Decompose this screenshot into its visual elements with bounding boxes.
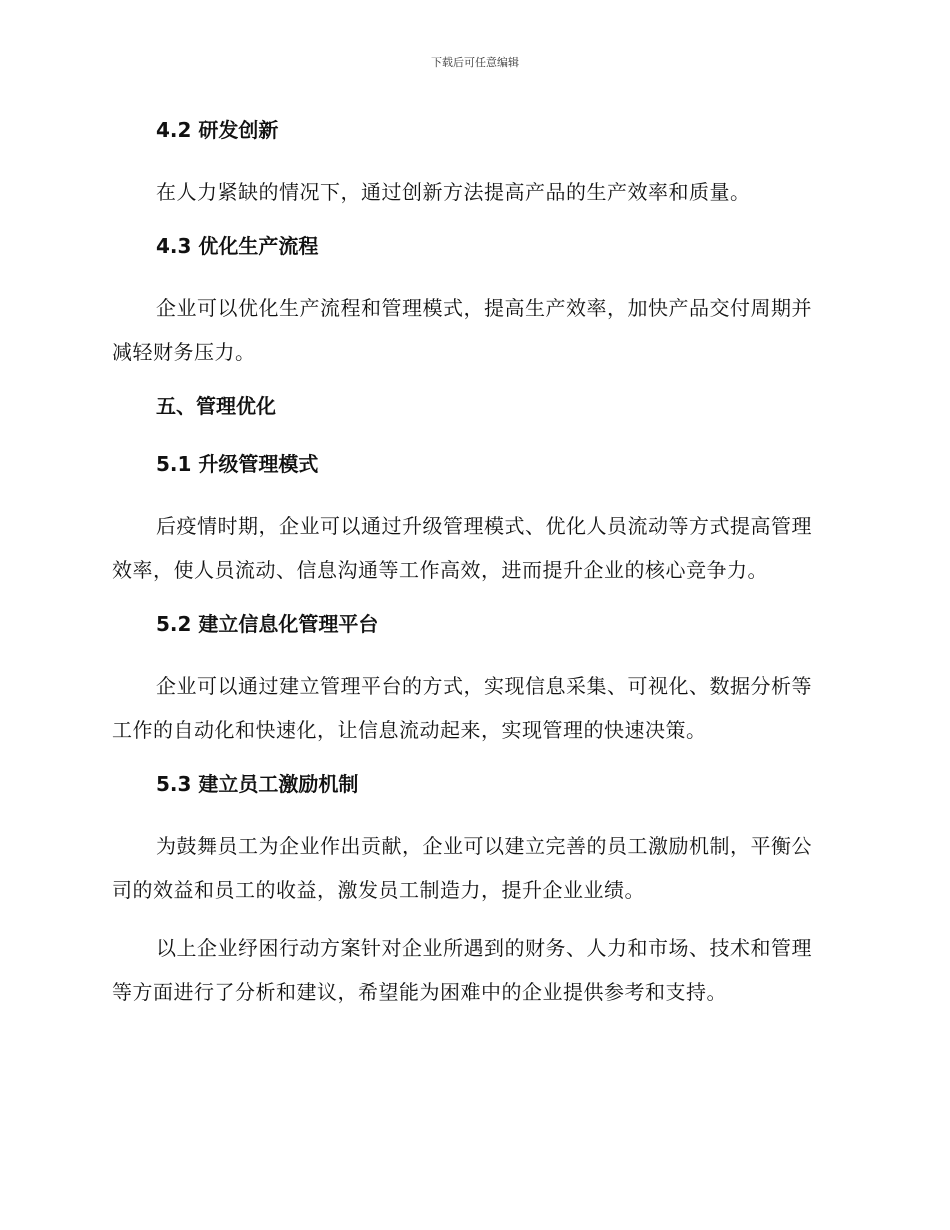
- section-heading: 5.3 建立员工激励机制: [156, 772, 359, 796]
- body-paragraph: 为鼓舞员工为企业作出贡献，企业可以建立完善的员工激励机制，平衡公司的效益和员工的收益，激发员工制造力，提升企业业绩。: [112, 834, 812, 902]
- body-paragraph: 后疫情时期，企业可以通过升级管理模式、优化人员流动等方式提高管理效率，使人员流动、信息沟通等工作高效，进而提升企业的核心竞争力。: [112, 514, 812, 582]
- body-paragraph: 企业可以通过建立管理平台的方式，实现信息采集、可视化、数据分析等工作的自动化和快速化，让信息流动起来，实现管理的快速决策。: [112, 674, 812, 742]
- section-heading: 4.2 研发创新: [156, 118, 279, 142]
- chapter-heading: 五、管理优化: [156, 394, 276, 418]
- section-heading: 5.2 建立信息化管理平台: [156, 612, 379, 636]
- body-paragraph: 企业可以优化生产流程和管理模式，提高生产效率，加快产品交付周期并减轻财务压力。: [112, 296, 812, 364]
- closing-paragraph: 以上企业纾困行动方案针对企业所遇到的财务、人力和市场、技术和管理等方面进行了分析和建议，希望能为困难中的企业提供参考和支持。: [112, 936, 812, 1004]
- section-heading: 4.3 优化生产流程: [156, 234, 319, 258]
- document-body: [112, 112, 832, 1028]
- body-paragraph: 在人力紧缺的情况下，通过创新方法提高产品的生产效率和质量。: [156, 180, 751, 204]
- header-note: 下载后可任意编辑: [431, 56, 519, 69]
- section-heading: 5.1 升级管理模式: [156, 452, 319, 476]
